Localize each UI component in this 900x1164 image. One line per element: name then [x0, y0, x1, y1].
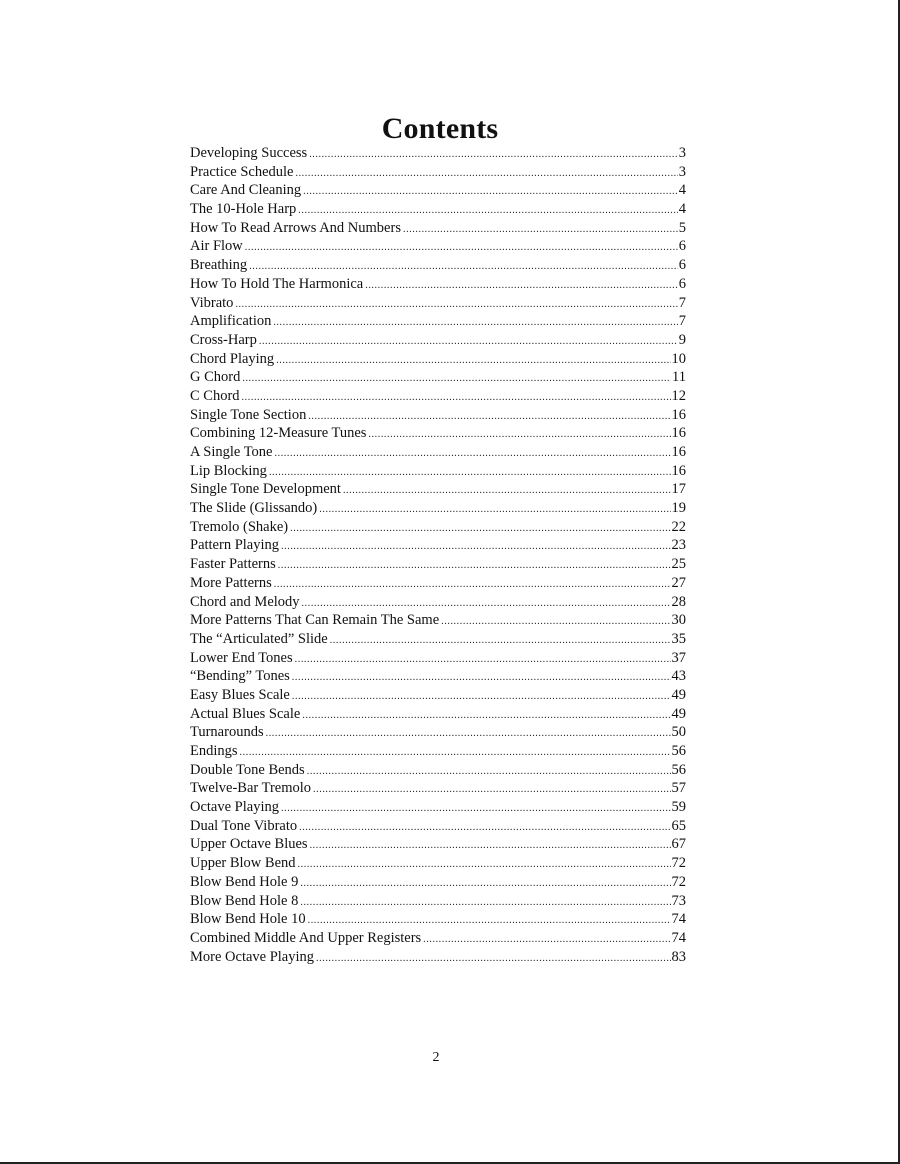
- toc-entry-label: Vibrato: [190, 294, 234, 311]
- toc-entry-label: Breathing: [190, 257, 248, 274]
- toc-entry-page-number: 7: [678, 294, 686, 311]
- toc-entry-page-number: 72: [671, 873, 686, 890]
- dot-leader: [242, 370, 671, 389]
- toc-entry-label: Lower End Tones: [190, 649, 293, 666]
- toc-entry-page-number: 22: [671, 518, 686, 535]
- dot-leader: [300, 875, 670, 894]
- toc-entry-label: Lip Blocking: [190, 462, 267, 479]
- dot-leader: [292, 688, 671, 707]
- toc-entry-label: How To Hold The Harmonica: [190, 275, 364, 292]
- toc-entry-page-number: 35: [671, 630, 686, 647]
- toc-entry[interactable]: [190, 948, 686, 967]
- toc-entry-label: Faster Patterns: [190, 556, 276, 573]
- dot-leader: [266, 725, 671, 744]
- toc-entry[interactable]: [190, 200, 686, 219]
- toc-entry[interactable]: [190, 331, 686, 350]
- page-title: Contents: [381, 112, 499, 146]
- toc-entry-label: Developing Success: [190, 145, 308, 161]
- toc-entry-label: The “Articulated” Slide: [190, 630, 328, 647]
- toc-entry[interactable]: [190, 518, 686, 537]
- toc-entry-label: Cross-Harp: [190, 331, 257, 348]
- toc-entry[interactable]: [190, 275, 686, 294]
- toc-entry-label: Tremolo (Shake): [190, 518, 289, 535]
- toc-entry-label: Upper Octave Blues: [190, 836, 308, 853]
- toc-entry-page-number: 12: [671, 387, 686, 404]
- toc-entry-label: Practice Schedule: [190, 163, 294, 180]
- toc-entry-page-number: 28: [671, 593, 686, 610]
- toc-entry[interactable]: [190, 144, 686, 163]
- dot-leader: [368, 426, 670, 445]
- toc-entry[interactable]: [190, 705, 686, 724]
- toc-entry-label: A Single Tone: [190, 444, 273, 460]
- dot-leader: [441, 613, 670, 632]
- toc-entry[interactable]: [190, 555, 686, 574]
- toc-entry-label: Dual Tone Vibrato: [190, 817, 298, 834]
- toc-entry[interactable]: [190, 480, 686, 499]
- toc-entry[interactable]: [190, 779, 686, 798]
- dot-leader: [259, 333, 678, 352]
- toc-entry-page-number: 27: [671, 574, 686, 591]
- dot-leader: [330, 632, 671, 651]
- toc-entry[interactable]: [190, 462, 686, 481]
- toc-entry[interactable]: [190, 256, 686, 275]
- toc-entry-page-number: 3: [678, 145, 686, 161]
- dot-leader: [295, 165, 677, 184]
- toc-entry-label: More Octave Playing: [190, 948, 315, 965]
- dot-leader: [300, 894, 670, 913]
- toc-entry-page-number: 83: [671, 948, 686, 965]
- toc-entry-page-number: 72: [671, 855, 686, 872]
- dot-leader: [316, 950, 670, 969]
- toc-entry-page-number: 50: [671, 724, 686, 741]
- toc-entry-page-number: 43: [671, 668, 686, 685]
- toc-entry-page-number: 16: [671, 425, 686, 442]
- dot-leader: [303, 183, 678, 202]
- dot-leader: [281, 538, 670, 557]
- toc-entry[interactable]: [190, 854, 686, 873]
- toc-entry-label: How To Read Arrows And Numbers: [190, 219, 401, 236]
- dot-leader: [319, 501, 670, 520]
- toc-entry-page-number: 73: [671, 892, 686, 909]
- toc-entry-page-number: 19: [671, 500, 686, 517]
- toc-entry-page-number: 7: [678, 313, 686, 330]
- toc-entry-label: Pattern Playing: [190, 537, 280, 554]
- toc-entry[interactable]: [190, 536, 686, 555]
- toc-entry[interactable]: [190, 667, 686, 686]
- toc-entry[interactable]: [190, 835, 686, 854]
- toc-entry-label: The 10-Hole Harp: [190, 201, 297, 218]
- toc-entry[interactable]: [190, 368, 686, 387]
- toc-entry-page-number: 6: [678, 275, 686, 292]
- toc-entry-page-number: 23: [671, 537, 686, 554]
- toc-entry-label: Single Tone Section: [190, 406, 307, 423]
- toc-entry-page-number: 5: [678, 219, 686, 236]
- toc-entry-page-number: 65: [671, 817, 686, 834]
- toc-entry-page-number: 59: [671, 799, 686, 816]
- toc-entry[interactable]: [190, 163, 686, 182]
- toc-entry[interactable]: [190, 817, 686, 836]
- toc-entry[interactable]: [190, 630, 686, 649]
- toc-entry[interactable]: [190, 910, 686, 929]
- toc-entry-label: More Patterns That Can Remain The Same: [190, 612, 440, 629]
- toc-entry[interactable]: [190, 593, 686, 612]
- toc-entry-label: Easy Blues Scale: [190, 686, 290, 703]
- toc-entry-page-number: 17: [671, 481, 686, 498]
- toc-entry-page-number: 49: [671, 705, 686, 722]
- toc-entry-page-number: 4: [678, 182, 686, 199]
- toc-entry-page-number: 67: [671, 836, 686, 853]
- toc-entry-page-number: 56: [671, 743, 686, 759]
- toc-entry-page-number: 74: [671, 929, 686, 946]
- dot-leader: [292, 669, 671, 688]
- toc-entry-page-number: 11: [672, 369, 686, 386]
- dot-leader: [281, 800, 671, 819]
- dot-leader: [235, 296, 677, 315]
- dot-leader: [245, 239, 678, 258]
- toc-entry-page-number: 3: [678, 163, 686, 180]
- toc-entry-page-number: 74: [671, 911, 686, 928]
- toc-entry-label: Combining 12-Measure Tunes: [190, 425, 367, 442]
- toc-entry[interactable]: [190, 686, 686, 705]
- dot-leader: [302, 707, 670, 726]
- toc-entry-label: Chord Playing: [190, 350, 275, 367]
- toc-entry-label: Amplification: [190, 313, 272, 330]
- toc-entry[interactable]: [190, 237, 686, 256]
- toc-entry-label: “Bending” Tones: [190, 668, 290, 685]
- toc-entry-label: Combined Middle And Upper Registers: [190, 929, 422, 946]
- dot-leader: [298, 856, 671, 875]
- dot-leader: [290, 520, 670, 539]
- toc-entry-label: The Slide (Glissando): [190, 500, 318, 517]
- toc-entry-label: Actual Blues Scale: [190, 705, 301, 722]
- dot-leader: [273, 314, 677, 333]
- toc-entry-page-number: 16: [671, 462, 686, 479]
- toc-entry-label: G Chord: [190, 369, 241, 386]
- toc-entry-label: Blow Bend Hole 10: [190, 911, 306, 928]
- toc-entry[interactable]: [190, 892, 686, 911]
- toc-entry[interactable]: [190, 798, 686, 817]
- dot-leader: [307, 763, 671, 782]
- toc-entry-label: Chord and Melody: [190, 593, 300, 610]
- toc-entry-page-number: 37: [671, 649, 686, 666]
- toc-entry-page-number: 25: [671, 556, 686, 573]
- dot-leader: [275, 445, 671, 464]
- toc-entry[interactable]: [190, 611, 686, 630]
- toc-entry-page-number: 49: [671, 686, 686, 703]
- toc-entry[interactable]: [190, 929, 686, 948]
- toc-entry-label: Octave Playing: [190, 799, 279, 816]
- dot-leader: [276, 352, 670, 371]
- dot-leader: [423, 931, 670, 950]
- toc-entry-page-number: 30: [671, 612, 686, 629]
- toc-entry[interactable]: [190, 350, 686, 369]
- toc-entry[interactable]: [190, 294, 686, 313]
- toc-entry[interactable]: [190, 181, 686, 200]
- toc-entry[interactable]: [190, 406, 686, 425]
- toc-entry[interactable]: [190, 443, 686, 462]
- table-of-contents: [190, 144, 686, 966]
- toc-entry-label: Turnarounds: [190, 724, 264, 741]
- toc-entry-page-number: 16: [671, 406, 686, 423]
- toc-entry-label: Blow Bend Hole 8: [190, 892, 299, 909]
- dot-leader: [299, 819, 670, 838]
- toc-entry-page-number: 6: [678, 238, 686, 255]
- toc-entry-label: Blow Bend Hole 9: [190, 873, 299, 890]
- toc-entry[interactable]: [190, 649, 686, 668]
- toc-entry-page-number: 9: [678, 331, 686, 348]
- toc-entry-label: Air Flow: [190, 238, 243, 255]
- toc-entry-label: Single Tone Development: [190, 481, 341, 498]
- toc-entry-label: More Patterns: [190, 574, 272, 591]
- toc-entry[interactable]: [190, 742, 686, 761]
- toc-entry-page-number: 56: [671, 761, 686, 778]
- toc-entry-label: C Chord: [190, 387, 240, 404]
- dot-leader: [343, 482, 671, 501]
- toc-entry-page-number: 4: [678, 201, 686, 218]
- toc-entry[interactable]: [190, 219, 686, 238]
- toc-entry-page-number: 10: [671, 350, 686, 367]
- dot-leader: [295, 651, 671, 670]
- dot-leader: [309, 146, 678, 165]
- toc-entry[interactable]: [190, 312, 686, 331]
- page-number: 2: [432, 1050, 440, 1065]
- toc-entry[interactable]: [190, 761, 686, 780]
- toc-entry[interactable]: [190, 873, 686, 892]
- toc-entry-page-number: 16: [671, 444, 686, 460]
- dot-leader: [310, 837, 671, 856]
- toc-entry-label: Upper Blow Bend: [190, 855, 296, 872]
- dot-leader: [403, 221, 678, 240]
- toc-entry-label: Double Tone Bends: [190, 761, 305, 778]
- toc-entry-page-number: 6: [678, 257, 686, 274]
- dot-leader: [365, 277, 678, 296]
- toc-entry-label: Care And Cleaning: [190, 182, 302, 199]
- toc-entry[interactable]: [190, 387, 686, 406]
- toc-entry[interactable]: [190, 499, 686, 518]
- toc-entry[interactable]: [190, 424, 686, 443]
- toc-entry-label: Endings: [190, 743, 238, 759]
- toc-entry-label: Twelve-Bar Tremolo: [190, 780, 312, 797]
- dot-leader: [278, 557, 671, 576]
- toc-entry[interactable]: [190, 723, 686, 742]
- dot-leader: [313, 781, 670, 800]
- toc-entry-page-number: 57: [671, 780, 686, 797]
- toc-entry[interactable]: [190, 574, 686, 593]
- dot-leader: [274, 576, 671, 595]
